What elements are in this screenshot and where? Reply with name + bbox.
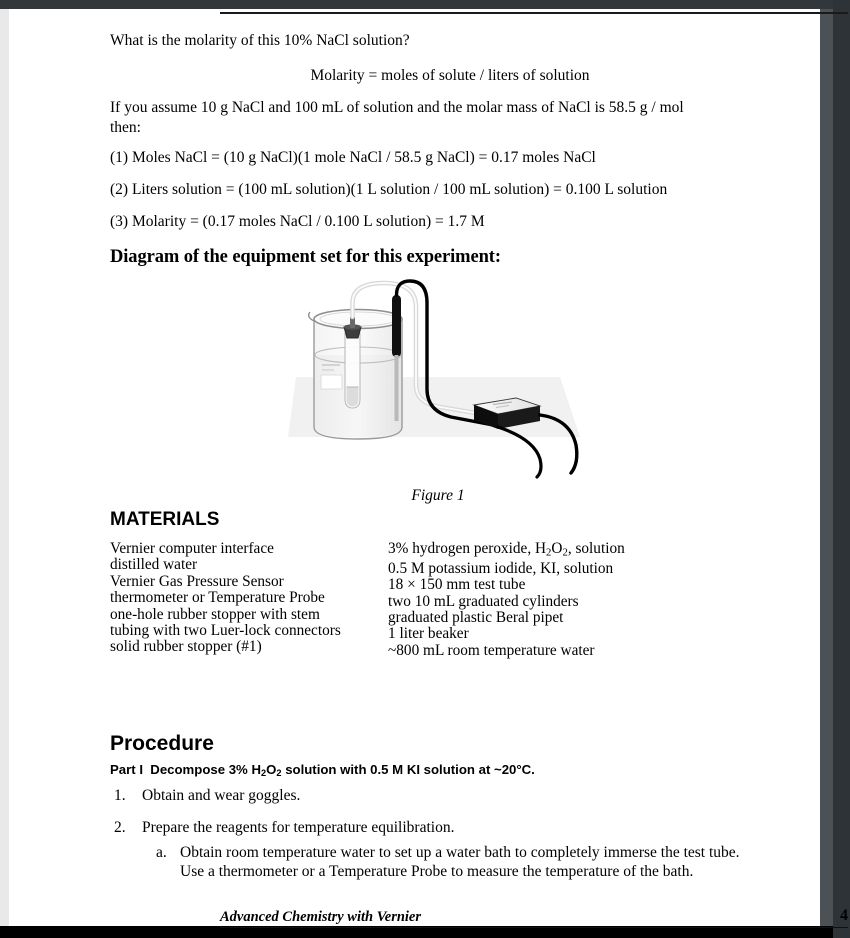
step-number: 1. xyxy=(114,787,126,804)
temperature-probe xyxy=(392,295,401,357)
equation-1: (1) Moles NaCl = (10 g NaCl)(1 mole NaCl / 58.5 g NaCl) = 0.17 moles NaCl xyxy=(110,149,596,166)
procedure-step xyxy=(114,786,734,806)
footer-rule xyxy=(220,927,848,928)
vertical-scrollbar[interactable] xyxy=(820,9,833,926)
material-item: tubing with two Luer-lock connectors xyxy=(110,622,341,640)
header-rule xyxy=(220,12,848,14)
material-item: two 10 mL graduated cylinders xyxy=(388,592,579,610)
equipment-diagram-svg xyxy=(288,277,588,482)
materials-heading: MATERIALS xyxy=(110,509,220,530)
step-text: Obtain and wear goggles. xyxy=(142,787,301,804)
material-item: Vernier computer interface xyxy=(110,540,274,557)
substep-text: Obtain room temperature water to set up a water bath to completely immerse the test tube. Use a thermometer or a Temperature Probe to measure the temperature of the bath. xyxy=(180,844,740,881)
question-paragraph: What is the molarity of this 10% NaCl solution? xyxy=(110,32,410,49)
header-ghost-text xyxy=(510,3,850,10)
material-item: thermometer or Temperature Probe xyxy=(110,589,325,607)
substep-letter: a. xyxy=(156,844,167,861)
probe-shaft xyxy=(395,355,399,421)
page-left-margin-shade xyxy=(0,9,9,926)
equation-3: (3) Molarity = (0.17 moles NaCl / 0.100 L solution) = 1.7 M xyxy=(110,213,485,230)
step-number: 2. xyxy=(114,819,126,836)
document-page xyxy=(0,9,848,926)
material-item: one-hole rubber stopper with stem xyxy=(110,605,320,623)
material-item: distilled water xyxy=(110,556,198,574)
material-item: 0.5 M potassium iodide, KI, solution xyxy=(388,559,614,577)
materials-column-left xyxy=(110,541,400,656)
test-tube-liquid xyxy=(347,387,359,407)
beaker-spout xyxy=(309,312,314,321)
material-item: solid rubber stopper (#1) xyxy=(110,638,262,656)
equation-2: (2) Liters solution = (100 mL solution)(1 L solution / 100 mL solution) = 0.100 L solution xyxy=(110,181,668,198)
material-item: 18 × 150 mm test tube xyxy=(388,576,526,594)
procedure-step xyxy=(114,818,734,838)
material-item: Vernier Gas Pressure Sensor xyxy=(110,572,284,590)
diagram-heading: Diagram of the equipment set for this experiment: xyxy=(110,247,501,267)
material-item: graduated plastic Beral pipet xyxy=(388,608,564,626)
beaker-label xyxy=(321,375,342,389)
molarity-formula: Molarity = moles of solute / liters of solution xyxy=(310,67,590,84)
footer-title: Advanced Chemistry with Vernier xyxy=(220,909,422,925)
procedure-part-label: Part I Decompose 3% $H_2O_2$ solution with 0.5 M KI solution at ~20°C. xyxy=(110,762,535,779)
equipment-figure xyxy=(288,277,588,482)
materials-column-right xyxy=(388,541,718,659)
footer-page-number: 4 xyxy=(840,907,848,924)
material-item: 3% hydrogen peroxide, $H_2O_2$, solution xyxy=(388,540,625,559)
figure-caption: Figure 1 xyxy=(411,487,465,504)
step-text: Prepare the reagents for temperature equilibration. xyxy=(142,819,455,836)
material-item: 1 liter beaker xyxy=(388,625,469,643)
assumption-paragraph: If you assume 10 g NaCl and 100 mL of solution and the molar mass of NaCl is 58.5 g / mol then: xyxy=(110,99,684,136)
material-item: ~800 mL room temperature water xyxy=(388,641,595,659)
procedure-heading: Procedure xyxy=(110,732,214,755)
